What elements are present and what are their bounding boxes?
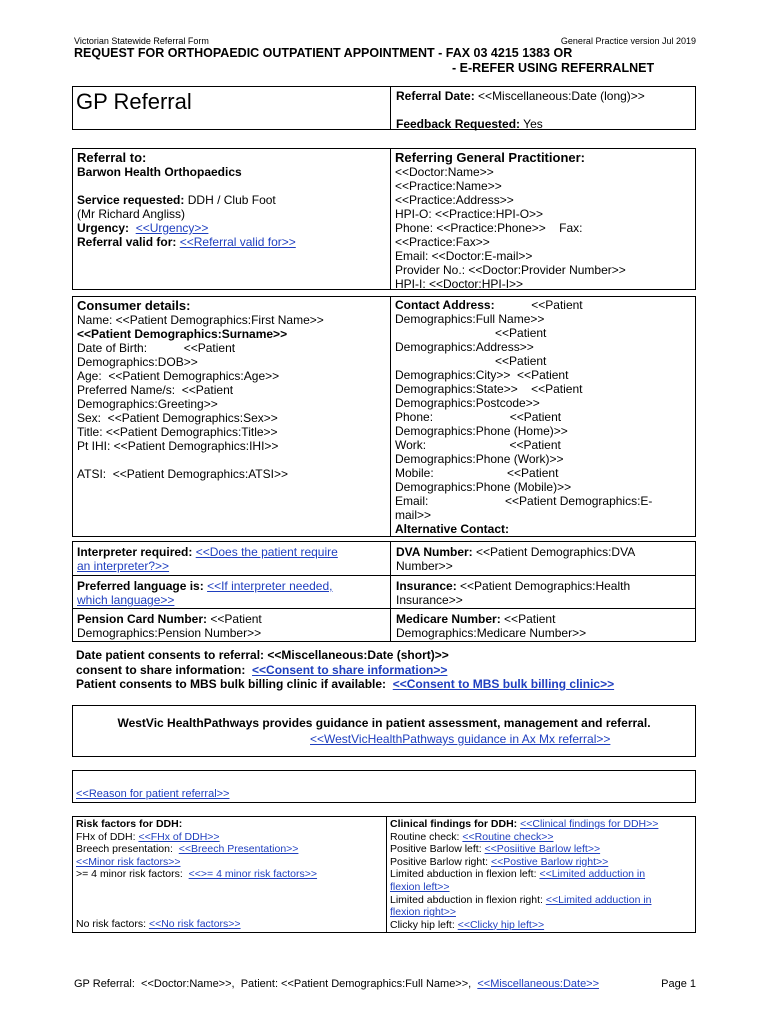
- consent-share-link[interactable]: <<Consent to share information>>: [252, 662, 448, 677]
- language-link-cont[interactable]: which language>>: [77, 593, 175, 607]
- referral-to-heading: Referral to:: [77, 150, 147, 165]
- gp-line: Phone: <<Practice:Phone>> Fax:: [395, 221, 583, 235]
- clinical-pbl-link[interactable]: <<Posiitive Barlow left>>: [484, 843, 601, 856]
- risk-breech: Breech presentation: <<Breech Presentation>>: [76, 843, 299, 856]
- consumer-line: Pt IHI: <<Patient Demographics:IHI>>: [77, 439, 279, 453]
- contact-line: Demographics:City>> <<Patient: [395, 368, 569, 382]
- consumer-line: Age: <<Patient Demographics:Age>>: [77, 369, 280, 383]
- language-link[interactable]: <<If interpreter needed,: [207, 579, 333, 593]
- pathways-text: WestVic HealthPathways provides guidance in patient assessment, management and referral.: [117, 716, 651, 730]
- consumer-line: Demographics:DOB>>: [77, 355, 198, 369]
- risk-breech-link[interactable]: <<Breech Presentation>>: [178, 843, 299, 856]
- interpreter-link-cont[interactable]: an interpreter?>>: [77, 559, 170, 573]
- contact-panel: [395, 298, 695, 536]
- pension-card: Pension Card Number: <<Patient Demographics:Pension Number>>: [77, 612, 262, 640]
- risk-four-minor-link[interactable]: <<>= 4 minor risk factors>>: [188, 868, 318, 881]
- risk-heading: Risk factors for DDH:: [76, 818, 183, 830]
- medicare-number: Medicare Number: <<Patient Demographics:Medicare Number>>: [396, 612, 587, 640]
- gp-line: <<Practice:Name>>: [395, 179, 502, 193]
- referral-org: Barwon Health Orthopaedics: [77, 165, 242, 179]
- footer-text: GP Referral: <<Doctor:Name>>, Patient: <<Patient Demographics:Full Name>>, <<Miscellaneous:Date>>: [74, 978, 600, 990]
- contact-line: Work: <<Patient: [395, 438, 561, 452]
- consumer-line: Title: <<Patient Demographics:Title>>: [77, 425, 278, 439]
- referral-valid-link[interactable]: <<Referral valid for>>: [179, 235, 296, 249]
- contact-line: Demographics:Full Name>>: [395, 312, 545, 326]
- risk-minor: [76, 856, 382, 869]
- contact-line: Phone: <<Patient: [395, 410, 562, 424]
- contact-heading-row: Contact Address: <<Patient: [395, 298, 583, 312]
- clinical-heading-link[interactable]: <<Clinical findings for DDH>>: [520, 818, 659, 830]
- referral-date: Referral Date: <<Miscellaneous:Date (long)>>: [396, 89, 645, 103]
- feedback-requested: Feedback Requested: Yes: [396, 117, 543, 131]
- consumer-heading: Consumer details:: [77, 298, 191, 313]
- dva-number: DVA Number: <<Patient Demographics:DVA Number>>: [396, 545, 636, 573]
- preferred-language: Preferred language is: <<If interpreter needed, which language>>: [77, 579, 333, 607]
- gp-line: HPI-I: <<Doctor:HPI-I>>: [395, 277, 524, 291]
- clinical-lar-link-cont[interactable]: flexion right>>: [390, 906, 456, 919]
- contact-line: Demographics:Phone (Mobile)>>: [395, 480, 572, 494]
- contact-line: <<Patient: [395, 326, 547, 340]
- referring-gp-heading: Referring General Practitioner:: [395, 150, 585, 165]
- clinical-pbr: Positive Barlow right: <<Postive Barlow right>>: [390, 855, 609, 868]
- page-number: Page 1: [661, 978, 696, 990]
- clinical-lae: Limited abduction in flexion left: <<Limited adduction in: [390, 868, 646, 881]
- urgency: Urgency: <<Urgency>>: [77, 221, 209, 235]
- risk-fhx-link[interactable]: <<FHx of DDH>>: [138, 830, 220, 843]
- risk-factors-panel: [76, 818, 382, 881]
- risk-fhx: FHx of DDH: <<FHx of DDH>>: [76, 830, 220, 843]
- clinical-routine-link[interactable]: <<Routine check>>: [462, 830, 554, 843]
- clinical-lae-link-cont[interactable]: flexion left>>: [390, 880, 450, 893]
- clinical-lae-link[interactable]: <<Limited adduction in: [539, 868, 646, 881]
- consents: [76, 648, 696, 692]
- gp-line: <<Practice:Fax>>: [395, 235, 490, 249]
- referral-valid: Referral valid for: <<Referral valid for>>: [77, 235, 296, 249]
- contact-line: Demographics:Phone (Work)>>: [395, 452, 564, 466]
- consent-mbs: Patient consents to MBS bulk billing clinic if available: <<Consent to MBS bulk billing clinic>>: [76, 677, 615, 691]
- clinical-pbl: Positive Barlow left: <<Posiitive Barlow left>>: [390, 843, 601, 856]
- gp-referral-title: GP Referral: [76, 89, 192, 114]
- risk-minor-link[interactable]: <<Minor risk factors>>: [76, 855, 181, 868]
- urgency-link[interactable]: <<Urgency>>: [135, 221, 209, 235]
- contact-line: <<Patient: [395, 354, 547, 368]
- clinical-clicky-link[interactable]: <<Clicky hip left>>: [457, 918, 545, 931]
- footer-date-link[interactable]: <<Miscellaneous:Date>>: [477, 978, 600, 990]
- gp-line: <<Doctor:Name>>: [395, 165, 494, 179]
- consumer-line: Sex: <<Patient Demographics:Sex>>: [77, 411, 278, 425]
- gp-line: Provider No.: <<Doctor:Provider Number>>: [395, 263, 626, 277]
- reason-link[interactable]: <<Reason for patient referral>>: [76, 788, 230, 800]
- consumer-atsi: ATSI: <<Patient Demographics:ATSI>>: [77, 467, 288, 481]
- risk-none-link[interactable]: <<No risk factors>>: [148, 918, 241, 930]
- consumer-name: Name: <<Patient Demographics:First Name>>: [77, 313, 324, 327]
- contact-line: Demographics:Phone (Home)>>: [395, 424, 568, 438]
- form-version: General Practice version Jul 2019: [560, 36, 696, 46]
- consent-date: Date patient consents to referral: <<Miscellaneous:Date (short)>>: [76, 648, 449, 662]
- clinical-lar: Limited abduction in flexion right: <<Limited adduction in: [390, 893, 652, 906]
- gp-line: HPI-O: <<Practice:HPI-O>>: [395, 207, 544, 221]
- gp-line: Email: <<Doctor:E-mail>>: [395, 249, 533, 263]
- clinical-routine: Routine check: <<Routine check>>: [390, 830, 554, 843]
- interpreter-link[interactable]: <<Does the patient require: [195, 545, 338, 559]
- gp-line: <<Practice:Address>>: [395, 193, 514, 207]
- alternative-contact: Alternative Contact:: [395, 522, 510, 536]
- risk-none: No risk factors: <<No risk factors>>: [76, 918, 241, 930]
- pathways-box: [72, 705, 696, 757]
- service-requested: Service requested: DDH / Club Foot: [77, 193, 276, 207]
- contact-line: Demographics:Postcode>>: [395, 396, 540, 410]
- referral-doctor: (Mr Richard Angliss): [77, 207, 186, 221]
- contact-line: Demographics:Address>>: [395, 340, 534, 354]
- consent-mbs-link[interactable]: <<Consent to MBS bulk billing clinic>>: [392, 677, 615, 691]
- pathways-link[interactable]: <<WestVicHealthPathways guidance in Ax Mx referral>>: [310, 732, 611, 746]
- referral-to-panel: [77, 150, 387, 249]
- insurance: Insurance: <<Patient Demographics:Health Insurance>>: [396, 579, 631, 607]
- contact-line: mail>>: [395, 508, 432, 522]
- clinical-heading: Clinical findings for DDH: <<Clinical findings for DDH>>: [390, 818, 659, 830]
- form-name: Victorian Statewide Referral Form: [74, 36, 209, 46]
- contact-line: Email: <<Patient Demographics:E-: [395, 494, 653, 508]
- risk-four-minor: >= 4 minor risk factors: <<>= 4 minor risk factors>>: [76, 868, 318, 881]
- consumer-panel: [77, 298, 387, 481]
- contact-line: Demographics:State>> <<Patient: [395, 382, 583, 396]
- clinical-findings-panel: [390, 818, 694, 931]
- consumer-surname: <<Patient Demographics:Surname>>: [77, 327, 288, 341]
- page-title-line2: - E-REFER USING REFERRALNET: [452, 61, 655, 75]
- consumer-line: Preferred Name/s: <<Patient: [77, 383, 234, 397]
- page-title-line1: REQUEST FOR ORTHOPAEDIC OUTPATIENT APPOINTMENT - FAX 03 4215 1383 OR: [74, 46, 573, 60]
- clinical-clicky: Clicky hip left: <<Clicky hip left>>: [390, 918, 545, 931]
- consumer-line: Demographics:Greeting>>: [77, 397, 218, 411]
- consent-share: consent to share information: <<Consent to share information>>: [76, 662, 448, 677]
- interpreter-required: Interpreter required: <<Does the patient require an interpreter?>>: [77, 545, 338, 573]
- clinical-lar-link[interactable]: <<Limited adduction in: [545, 893, 652, 906]
- consumer-line: Date of Birth: <<Patient: [77, 341, 236, 355]
- contact-line: Mobile: <<Patient: [395, 466, 559, 480]
- clinical-pbr-link[interactable]: <<Postive Barlow right>>: [490, 855, 609, 868]
- referring-gp-panel: [395, 150, 695, 291]
